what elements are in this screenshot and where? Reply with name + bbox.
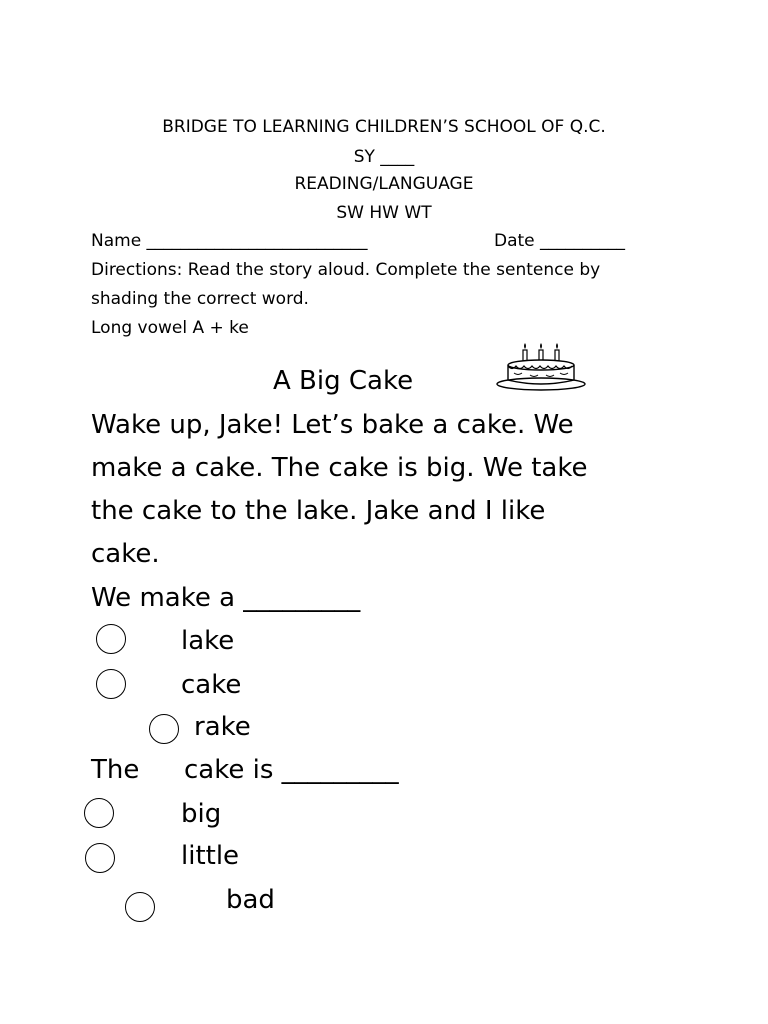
directions-line-1: Directions: Read the story aloud. Complete the sentence by [91,260,601,280]
choice-circle-q1-rake[interactable] [149,714,179,744]
school-year: SY ____ [353,147,415,167]
choice-label-q2-big: big [181,799,222,829]
story-line-4: cake. [91,539,160,569]
choice-circle-q2-little[interactable] [85,843,115,873]
subject-title: READING/LANGUAGE [294,174,474,194]
school-name: BRIDGE TO LEARNING CHILDREN’S SCHOOL OF Q.C. [162,117,606,137]
choice-label-q1-rake: rake [194,712,251,742]
question-2-prompt: cake is _________ [184,755,399,785]
question-1-prompt: We make a _________ [91,583,361,613]
choice-label-q2-bad: bad [226,885,275,915]
choice-label-q1-cake: cake [181,670,242,700]
story-line-2: make a cake. The cake is big. We take [91,453,588,483]
choice-circle-q1-lake[interactable] [96,624,126,654]
work-type: SW HW WT [336,203,432,223]
story-line-3: the cake to the lake. Jake and I like [91,496,546,526]
lesson-label: Long vowel A + ke [91,318,249,338]
choice-circle-q1-cake[interactable] [96,669,126,699]
name-field-label: Name __________________________ [91,231,368,251]
story-line-1: Wake up, Jake! Let’s bake a cake. We [91,410,574,440]
choice-circle-q2-bad[interactable] [125,892,155,922]
choice-label-q2-little: little [181,841,240,871]
story-title: A Big Cake [273,366,414,396]
choice-circle-q2-big[interactable] [84,798,114,828]
birthday-cake-icon [494,342,590,394]
directions-line-2: shading the correct word. [91,289,309,309]
choice-label-q1-lake: lake [181,626,235,656]
question-2-prompt-word: The [91,755,140,785]
date-field-label: Date __________ [494,231,626,251]
